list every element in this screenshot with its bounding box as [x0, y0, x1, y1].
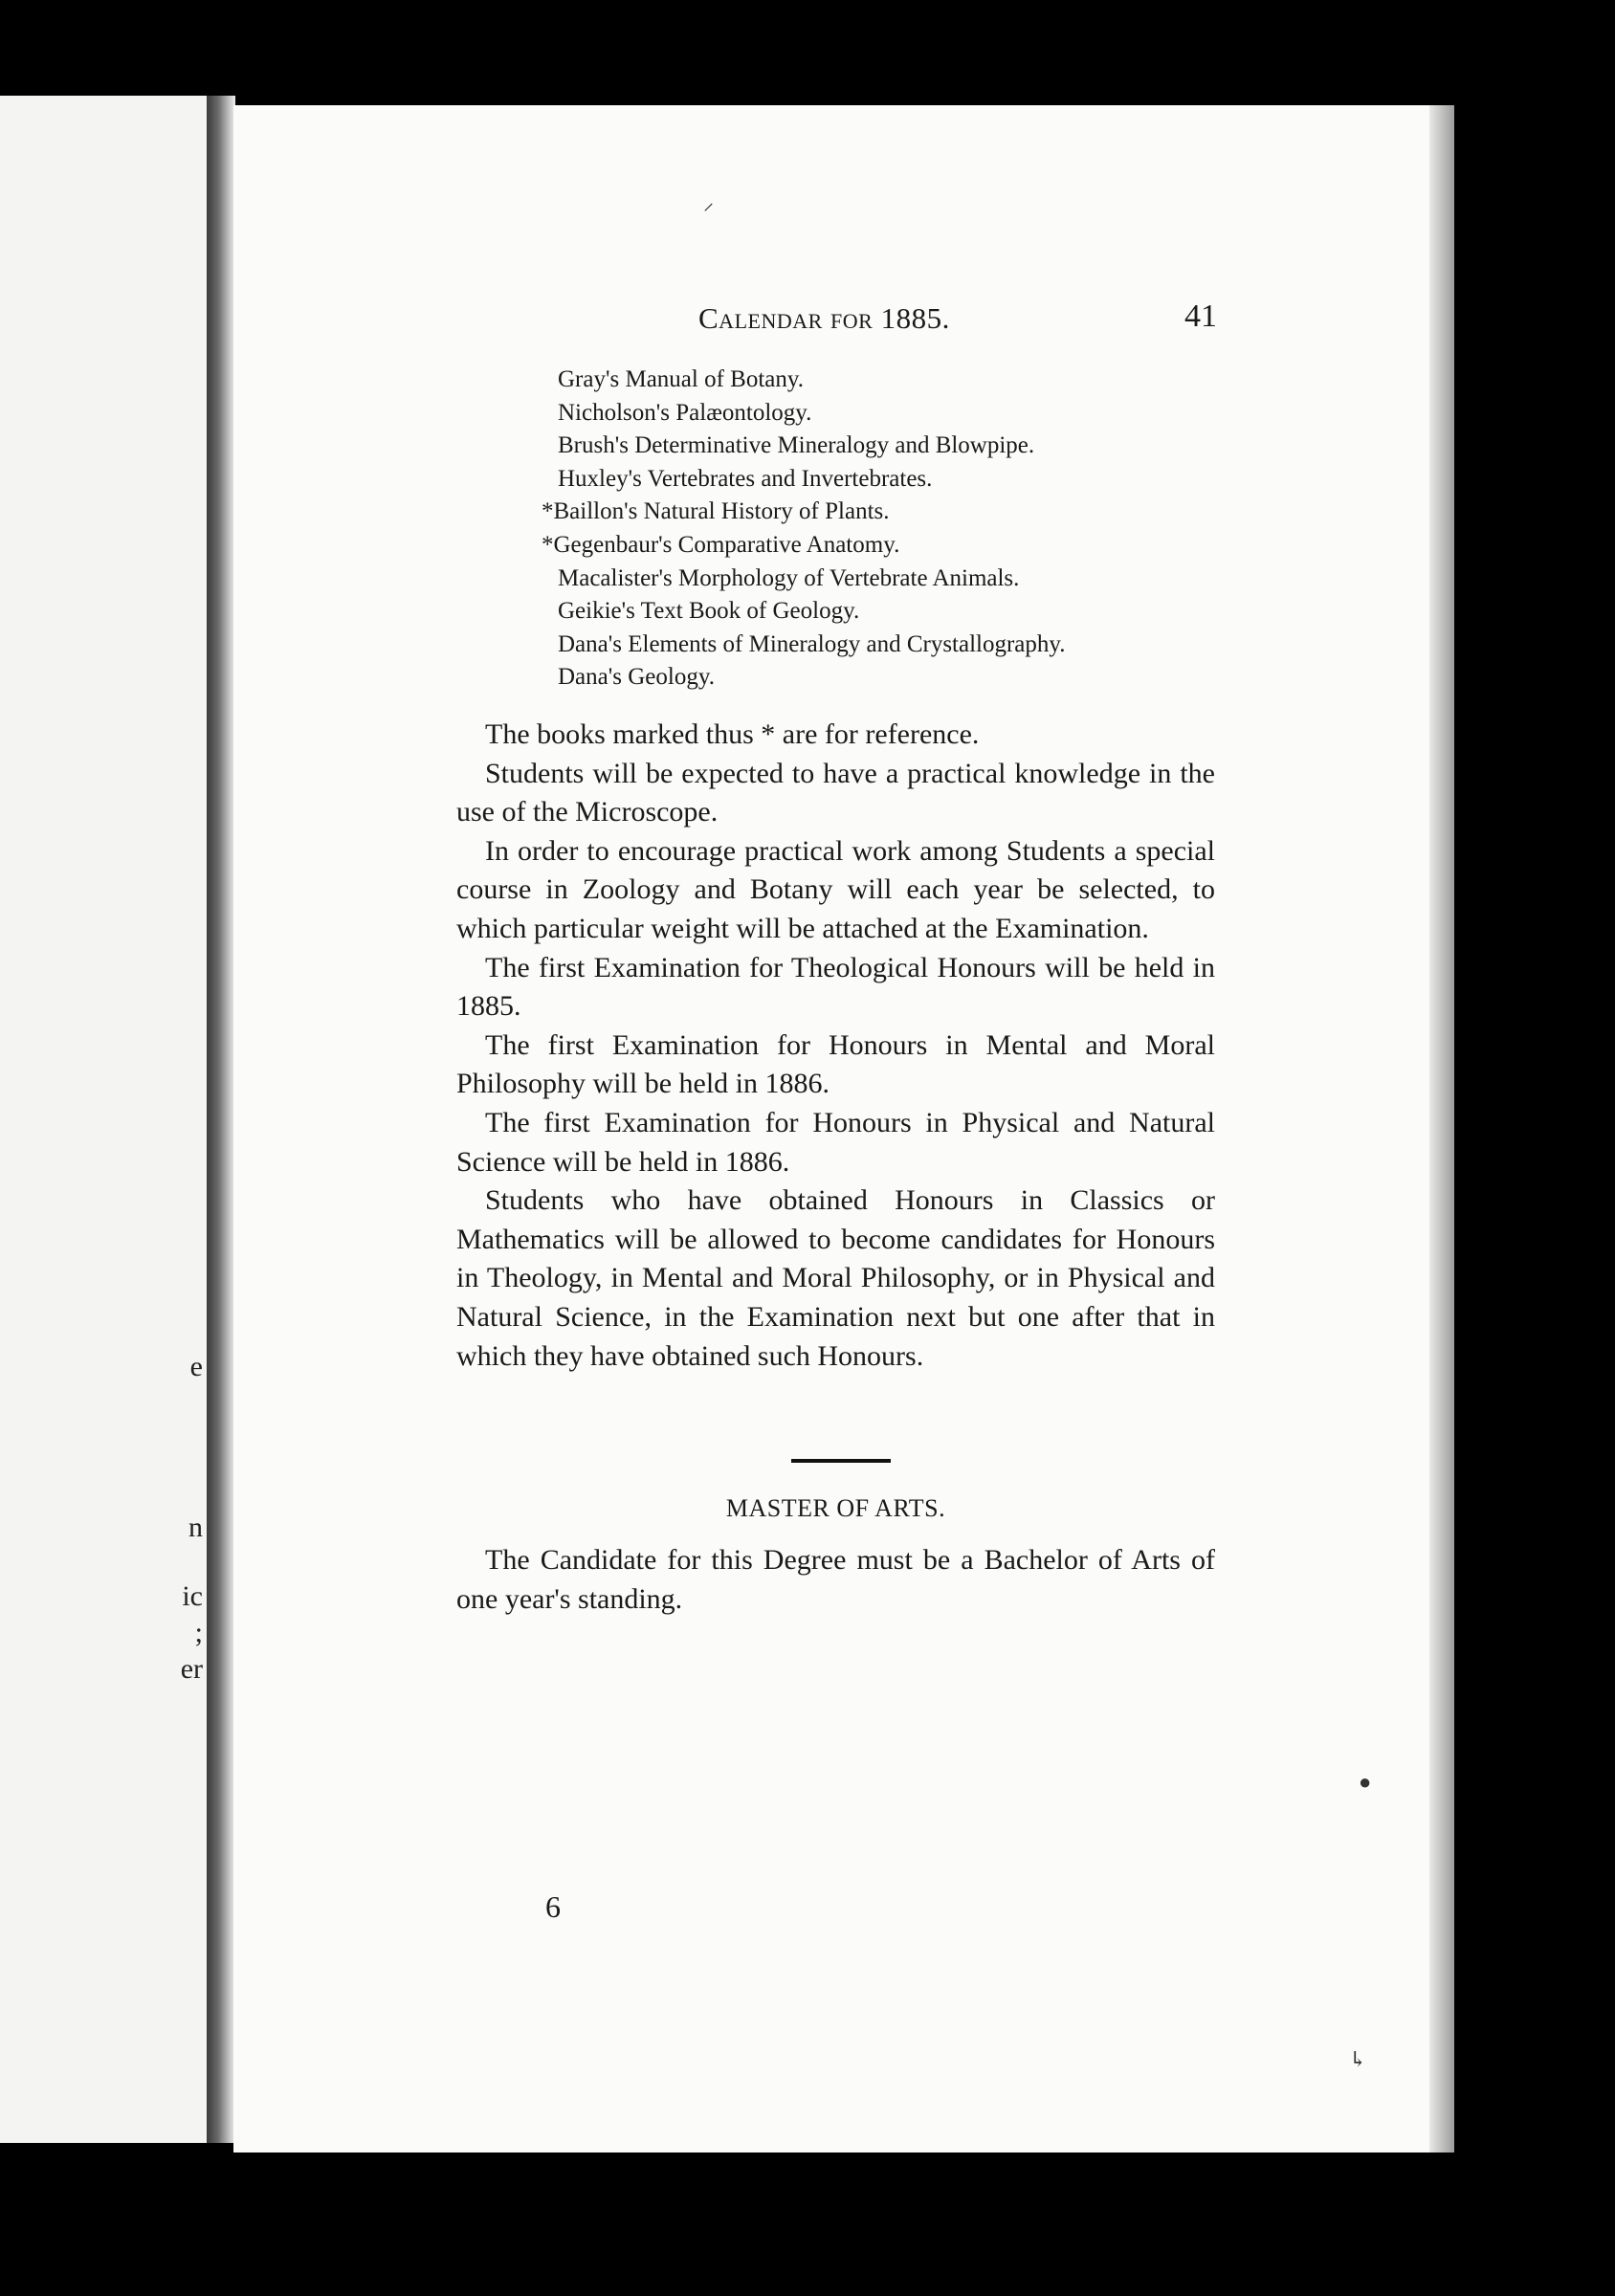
- paragraph: The first Examination for Honours in Physical and Natural Science will be held in 1886.: [456, 1106, 1215, 1178]
- running-title: Calendar for 1885.: [698, 301, 950, 335]
- section-divider: [791, 1459, 891, 1463]
- paragraph: The first Examination for Theological Honours will be held in 1885.: [456, 951, 1215, 1023]
- left-page-fragment: e: [189, 1351, 203, 1382]
- paragraph: The first Examination for Honours in Mental and Moral Philosophy will be held in 1886.: [456, 1028, 1215, 1100]
- paragraph: Students who have obtained Honours in Classics or Mathematics will be allowed to become candidates for Honours in Theology, in Mental and Moral Philosophy, or in Physical and Natural Science, in the Examination next but one after that in which they have obtained such Honours.: [456, 1184, 1215, 1372]
- page-number: 41: [1184, 298, 1217, 334]
- ink-speck: ⸝: [703, 190, 715, 214]
- left-page-edge: [0, 96, 210, 2143]
- paragraph: The books marked thus * are for reference.: [485, 718, 980, 750]
- paragraph: The Candidate for this Degree must be a Bachelor of Arts of one year's standing.: [456, 1544, 1215, 1615]
- section-body: [456, 1540, 1215, 1619]
- book-list-item: Nicholson's Palæontology.: [558, 399, 812, 426]
- book-list: [542, 364, 1066, 695]
- book-list-item: Gray's Manual of Botany.: [558, 366, 804, 392]
- book-list-item: *Gegenbaur's Comparative Anatomy.: [542, 531, 900, 558]
- book-list-item: Dana's Geology.: [558, 664, 715, 691]
- book-list-item: *Baillon's Natural History of Plants.: [542, 498, 890, 525]
- paragraph: Students will be expected to have a practical knowledge in the use of the Microscope.: [456, 757, 1215, 828]
- page-edge-shadow: [1429, 105, 1454, 2152]
- book-list-item: Dana's Elements of Mineralogy and Crystallography.: [558, 630, 1066, 657]
- signature-mark: 6: [545, 1889, 561, 1924]
- left-page-fragment: ic: [182, 1580, 203, 1612]
- book-list-item: Geikie's Text Book of Geology.: [558, 598, 860, 625]
- left-page-fragment: er: [180, 1653, 203, 1685]
- ink-speck: ↳: [1349, 2047, 1367, 2071]
- paragraph: In order to encourage practical work among Students a special course in Zoology and Botany will each year be selected, to which particular weight will be attached at the Examination.: [456, 834, 1215, 944]
- section-heading: MASTER OF ARTS.: [725, 1494, 946, 1522]
- book-list-item: Huxley's Vertebrates and Invertebrates.: [558, 465, 933, 492]
- book-list-item: Macalister's Morphology of Vertebrate Animals.: [558, 564, 1020, 591]
- book-gutter: [207, 96, 235, 2143]
- left-page-fragment: ;: [194, 1617, 203, 1648]
- ink-speck: ●: [1359, 1770, 1372, 1794]
- book-list-item: Brush's Determinative Mineralogy and Blowpipe.: [558, 432, 1035, 459]
- running-header: [698, 301, 950, 336]
- body-text: [456, 716, 1215, 1376]
- left-page-fragment: n: [188, 1512, 203, 1543]
